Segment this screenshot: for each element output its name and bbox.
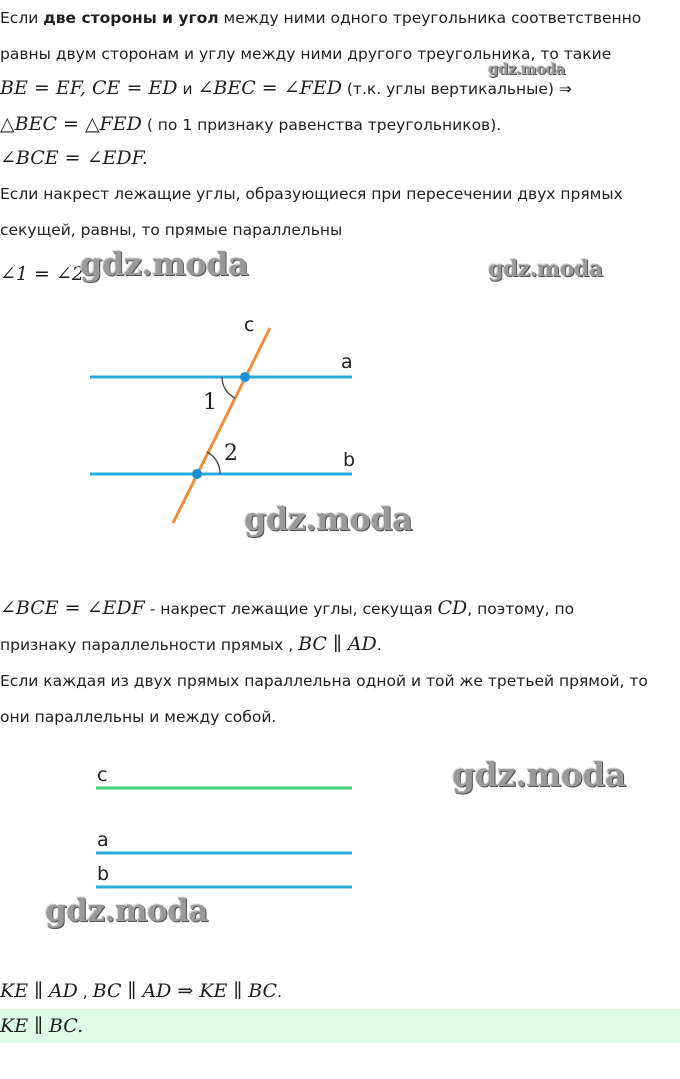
math-implication: BC ∥ AD ⇒ KE ∥ BC bbox=[92, 980, 278, 1002]
text-segment: , поэтому, по bbox=[467, 600, 575, 618]
watermark-logo: gdz.moda bbox=[244, 500, 413, 538]
text-segment: - накрест лежащие углы, секущая bbox=[144, 600, 438, 618]
math-angles: ∠BCE = ∠EDF bbox=[0, 597, 145, 619]
text-segment: ( по 1 признаку равенства треугольников). bbox=[141, 116, 502, 134]
watermark-logo: gdz.moda bbox=[488, 256, 603, 282]
watermark-logo: gdz.moda bbox=[45, 893, 208, 929]
text-segment: между ними одного треугольника соответственно bbox=[218, 9, 642, 27]
paragraph-line-12: они параллельны и между собой. bbox=[0, 708, 277, 726]
label-c: c bbox=[97, 764, 108, 786]
paragraph-line-2: равны двум сторонам и углу между ними другого треугольника, то такие bbox=[0, 45, 612, 63]
watermark-logo: gdz.moda bbox=[80, 245, 249, 283]
text-segment: . bbox=[376, 636, 382, 654]
paragraph-line-7: секущей, равны, то прямые параллельны bbox=[0, 221, 343, 239]
math-parallel: KE ∥ AD bbox=[0, 980, 78, 1002]
label-a: a bbox=[341, 351, 353, 373]
text-segment: (т.к. углы вертикальные) ⇒ bbox=[341, 80, 572, 98]
label-b: b bbox=[97, 863, 110, 885]
answer-line: KE ∥ BC. bbox=[0, 1015, 84, 1037]
label-b: b bbox=[343, 449, 356, 471]
paragraph-line-11: Если каждая из двух прямых параллельна одной и той же третьей прямой, то bbox=[0, 672, 648, 690]
paragraph-line-6: Если накрест лежащие углы, образующиеся при пересечении двух прямых bbox=[0, 185, 623, 203]
math-triangles: △BEC = △FED bbox=[0, 113, 142, 135]
label-a: a bbox=[97, 829, 109, 851]
text-segment: , bbox=[77, 983, 93, 1001]
angle-2-label: 2 bbox=[224, 441, 238, 466]
bold-phrase: две стороны и угол bbox=[43, 9, 219, 27]
text-segment: . bbox=[277, 983, 283, 1001]
watermark-logo: gdz.moda bbox=[488, 60, 565, 78]
math-equalities: BE = EF, CE = ED bbox=[0, 77, 178, 99]
text-segment: и bbox=[177, 80, 198, 98]
text-segment: Если bbox=[0, 9, 44, 27]
math-parallel: BC ∥ AD bbox=[298, 633, 377, 655]
paragraph-line-13 bbox=[0, 979, 680, 1004]
text-segment: признаку параллельности прямых , bbox=[0, 636, 299, 654]
math-angles: ∠BEC = ∠FED bbox=[197, 77, 342, 99]
math-secant: CD bbox=[437, 597, 468, 619]
math-line-angles: ∠BCE = ∠EDF. bbox=[0, 147, 148, 169]
label-c: c bbox=[244, 314, 255, 336]
angle-1-label: 1 bbox=[203, 390, 217, 415]
math-line-angle-eq: ∠1 = ∠2 bbox=[0, 263, 85, 285]
watermark-logo: gdz.moda bbox=[452, 755, 626, 794]
